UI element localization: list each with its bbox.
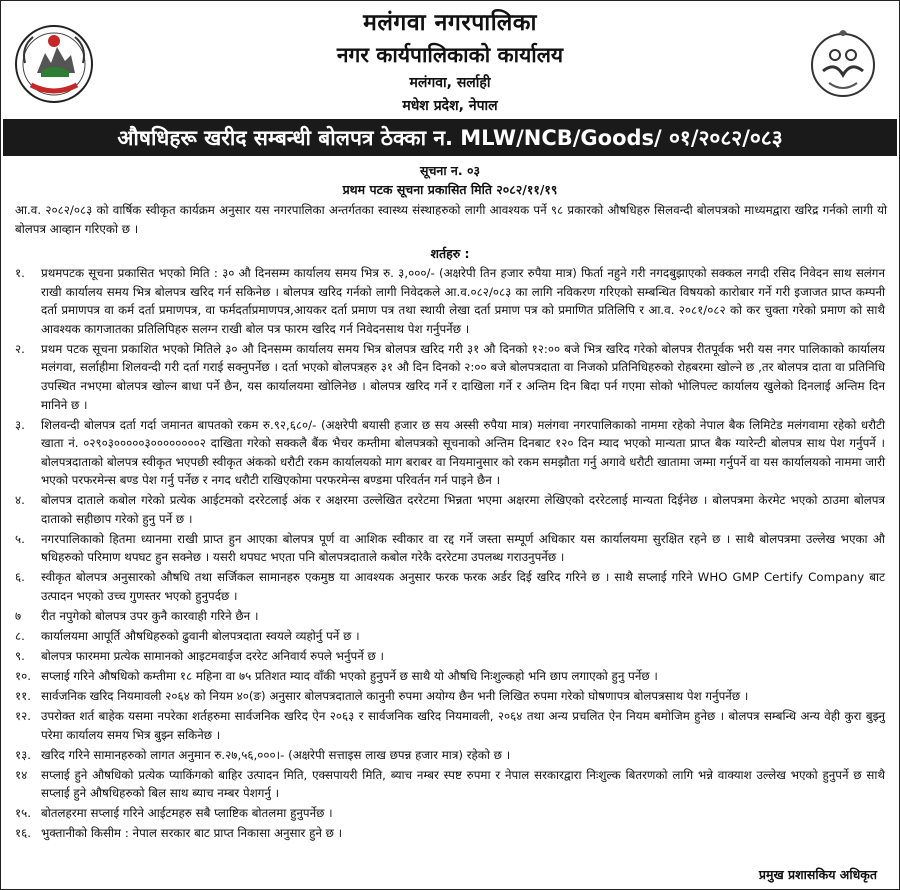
term-text: प्रथम पटक सूचना प्रकाशित भएको मितिले ३० औ दिनसम्म कार्यालय समय भित्र बोलपत्र खरिद गरी ३१ औ दिनको १२:०० बजे भित्र खरिद गरेको बोलपत्र रीतपूर्वक भरी यस नगर पालिकाको कार्यालय मलंगवा, सर्लाहीमा शिलवन्दी गरी दर्ता गराई सक्नुपर्नेछ । दर्ता भएको बोलपत्रहरु ३१ औ दिन दिनको २:०० बजे बोलपत्रदाता वा निजको प्रतिनिधिहरुको रोहबरमा खोल्ने छ ,तर बोलपत्र दाता वा प्रतिनिधि उपस्थित नभएमा बोलपत्र खोल्न बाधा पर्ने छैन, यस कार्यालयमा खोलिनेछ । बोलपत्र खरिद गर्ने र दाखिला गर्ने र अन्तिम दिन बिदा पर्न गएमा सोको भोलिपल्ट कार्यालय खुलेको दिनलाई अन्तिम दिन मानिने छ ।	[41, 341, 885, 412]
term-number: ५.	[15, 531, 25, 546]
terms-list	[15, 264, 885, 843]
term-item	[15, 530, 885, 567]
term-text: सप्लाई गरिने औषधिको कम्तीमा १८ महिना वा ७५ प्रतिशत म्याद वाँकी भएको हुनुपर्ने छ साथै यो औषधि निःशुल्कहो भनि छाप लगाएको हुनु पर्नेछ ।	[41, 668, 658, 683]
term-number: १३.	[15, 747, 32, 762]
term-number: ३.	[15, 417, 25, 432]
term-number: १.	[15, 266, 25, 280]
intro-paragraph: आ.व. २०८२/०८३ को वार्षिक स्वीकृत कार्यक्रम अनुसार यस नगरपालिका अन्तर्गतका स्वास्थ्य संस्थाहरुको लागी आवश्यक पर्ने ९८ प्रकारको औषधिहरु सिलवन्दी बोलपत्रको माध्यमद्वारा खरिद्र गर्नको लागी यो बोलपत्र आव्हान गरिएको छ ।	[15, 203, 887, 236]
term-text: स्वीकृत बोलपत्र अनुसारको औषधि तथा सर्जिकल सामानहरु एकमुष्ठ या आवश्यक अनुसार फरक फरक अर्डर दिई खरिद गरिने छ । साथै सप्लाई गरिने WHO GMP Certify Company बाट उत्पादन भएको उच्च गुणस्तर भएको हुनुपर्दछ ।	[41, 570, 885, 604]
notice-number: सूचना न. ०३	[420, 163, 480, 178]
term-item	[15, 627, 885, 646]
term-text: कार्यालयमा आपूर्ति औषधिहरुको ढुवानी बोलपत्रदाता स्वयले व्यहोर्नु पर्ने छ ।	[41, 629, 360, 644]
municipality-name: मलंगवा नगरपालिका	[363, 10, 537, 36]
term-text: सार्वजनिक खरिद नियमावली २०६४ को नियम ४०(ङ) अनुसार बोलपत्रदाताले कानुनी रुपमा अयोग्य छैन भनी लिखित रुपमा गरेको घोषणापत्र बोलपत्रसाथ पेश गर्नुपर्नेछ ।	[41, 688, 749, 703]
term-text: शिलवन्दी बोलपत्र दर्ता गर्दा जमानत बापतको रकम रु.९२,६८०/- (अक्षरेपी बयासी हजार छ सय अस्सी रुपैया मात्र) मलंगवा नगरपालिकाको नाममा रहेको नेपाल बैक लिमिटेड मलंगवामा रहेको धरौटी खाता नं. ०२९०३०००००३००००००००२ दाखिता गरेको सक्कलै बैंक भैचर कम्तीमा बोलपत्रको सूचनाको अन्तिम दिनबाट १२० दिन म्याद भएको मान्यता प्राप्त बैक ग्यारेन्टी बोलपत्र साथ पेश गर्नुपर्ने । बोलपत्रदाताको बोलपत्र स्वीकृत भएपछी स्वीकृत अंकको धरौटी रकम कार्यालयको माग बराबर वा नियमानुसार को रकम समझौता गर्नु अगावे धरौटी खातामा जम्मा गर्नुपर्ने वा यस कार्यालयको नाममा जारी भएको परफरमेन्स बण्ड पेश गर्नु पर्नेछ र नगद धरौटी राखिएकोमा परफरमेन्स बण्डमा परिवर्तन गर्न पाइने छैन ।	[41, 417, 885, 488]
term-text: खरिद गरिने सामानहरुको लागत अनुमान रु.२७,५६,०००।- (अक्षरेपी सत्ताइस लाख छपन्न हजार मात्र) रहेको छ ।	[41, 747, 511, 762]
term-item	[15, 667, 885, 686]
municipality-logo-icon	[809, 25, 877, 103]
term-text: बोतलहरमा सप्लाई गरिने आईटमहरु सबै प्लाष्टिक बोतलमा हुनुपर्नेछ ।	[41, 806, 333, 821]
term-number: ६.	[15, 570, 25, 585]
term-item	[15, 264, 885, 338]
term-item	[15, 766, 885, 803]
term-text: रीत नपुगेको बोलपत्र उपर कुनै कारवाही गरिने छैन ।	[41, 609, 259, 624]
term-item	[15, 824, 885, 843]
term-text: प्रथमपटक सूचना प्रकासित भएको मिति : ३० औ दिनसम्म कार्यालय समय भित्र रु. ३,०००/- (अक्षरेपी तिन हजार रुपैया मात्र) फिर्ता नहुने गरी नगदबुझाएको सक्कल नगदी रसिद निवेदन साथ सलंगन राखी कार्यालय समय भित्र बोलपत्र खरिद गर्न सकिनेछ । बोलपत्र खरिद गर्नको लागी निवेदकले आ.व.०८२/०८३ का लागि नविकरण गरिएको सम्बन्धित विषयको कारोबार गर्ने गरी इजाजत प्राप्त कम्पनी दर्ता प्रमाणपत्र वा कर्म दर्ता प्रमाणपत्र, वा फर्मदर्ताप्रमाणपत्र,आयकर दर्ता प्रमाण पत्र तथा स्थायी लेखा दर्ता प्रमाण पत्र को प्रमाणित प्रतिलिपि र आ.व. २०८१/०८२ को कर चुक्ता गरेको प्रमाण को साथै आवश्यक कागजातका प्रतिलिपिहरु सलग्न राखी बोल पत्र फारम खरिद गर्न निवेदनसाथ पेश गर्नुपर्नेछ ।	[41, 266, 885, 336]
term-number: १०.	[15, 668, 32, 683]
office-location: मलंगवा, सर्लाही	[409, 75, 491, 91]
term-number: १४	[15, 767, 28, 782]
notice-publish-date: प्रथम पटक सूचना प्रकासित मिति २०८२/११/१९	[342, 182, 558, 197]
term-text: भुक्तानीको किसीम : नेपाल सरकार बाट प्राप्त निकासा अनुसार हुने छ ।	[41, 826, 343, 841]
term-item	[15, 607, 885, 626]
term-number: ११.	[15, 688, 32, 703]
signatory: प्रमुख प्रशासकिय अधिकृत	[758, 867, 877, 882]
term-number: १२.	[15, 708, 32, 723]
term-number: १६.	[15, 826, 32, 841]
term-item	[15, 491, 885, 528]
tender-title-banner	[3, 119, 897, 156]
term-item	[15, 746, 885, 765]
term-text: नगरपालिकाको हितमा ध्यानमा राखी प्राप्त हुन आएका बोलपत्र पूर्ण वा आशिक स्वीकार वा रद्द गर्ने जस्ता सम्पूर्ण अधिकार यस कार्यालयमा सुरक्षित रहने छ । साथै बोलपत्रमा उल्लेख भएका औ षधिहरुको परिमाण थपघट हुन सक्नेछ । यसरी थपघट भएता पनि बोलपत्रदाताले कबोल गरेकै दररेटमा उपलब्ध गराउनुपर्नेछ ।	[41, 531, 885, 565]
term-number: २.	[15, 341, 25, 356]
term-text: सप्लाई हुने औषधिको प्रत्येक प्याकिंगको बाहिर उत्पादन मिति, एक्सपायरी मिति, ब्याच नम्बर स्पष्ट रुपमा र नेपाल सरकारद्वारा निःशुल्क बितरणको लागि भन्ने वाक्याश उल्लेख भएको हुनुपर्ने छ साथै सप्लाई हुने औषधिहरुको बिल साथ ब्याच नम्बर पेशगर्नु ।	[41, 767, 885, 801]
office-province: मधेश प्रदेश, नेपाल	[402, 98, 498, 114]
term-number: ८.	[15, 629, 25, 644]
term-item	[15, 804, 885, 823]
office-name: नगर कार्यपालिकाको कार्यालय	[336, 43, 564, 67]
term-number: ७	[15, 609, 22, 624]
term-text: बोलपत्र दाताले कबोल गरेको प्रत्येक आईटमको दररेटलाई अंक र अक्षरमा उल्लेखित दररेटमा भिन्नता भएमा अक्षरमा लेखिएको दररेटलाई मान्यता दिईनेछ । बोलपत्रमा केरमेट भएको ठाउमा बोलपत्र दाताको सहीछाप गरेको हुनु पर्ने छ ।	[41, 493, 885, 526]
term-item	[15, 707, 885, 744]
terms-heading: शर्तहरु :	[430, 246, 470, 261]
term-item	[15, 416, 885, 490]
term-number: १५.	[15, 806, 32, 821]
term-item	[15, 568, 885, 605]
letterhead	[1, 1, 899, 119]
term-number: ४.	[15, 493, 25, 508]
tender-title: औषधिहरू खरीद सम्बन्धी बोलपत्र ठेक्का न. MLW/NCB/Goods/ ०१/२०८२/०८३	[117, 125, 783, 150]
term-text: बोलपत्र फारममा प्रत्येक सामानको आइटमवाईज दररेट अनिवार्य रुपले भर्नुपर्ने छ ।	[41, 649, 385, 663]
term-item	[15, 647, 885, 666]
term-item	[15, 687, 885, 706]
term-text: उपरोक्त शर्त बाहेक यसमा नपरेका शर्तहरुमा सार्वजनिक खरिद ऐन २०६३ र सार्वजनिक खरिद नियमावली, २०६४ तथा अन्य प्रचलित ऐन नियम बमोजिम हुनेछ । बोलपत्र सम्बन्धि अन्य वेही कुरा बुझ्नु परेमा कार्यालय समय भित्र बुझ्न सकिनेछ ।	[41, 708, 885, 742]
term-item	[15, 340, 885, 414]
term-number: ९.	[15, 649, 25, 663]
